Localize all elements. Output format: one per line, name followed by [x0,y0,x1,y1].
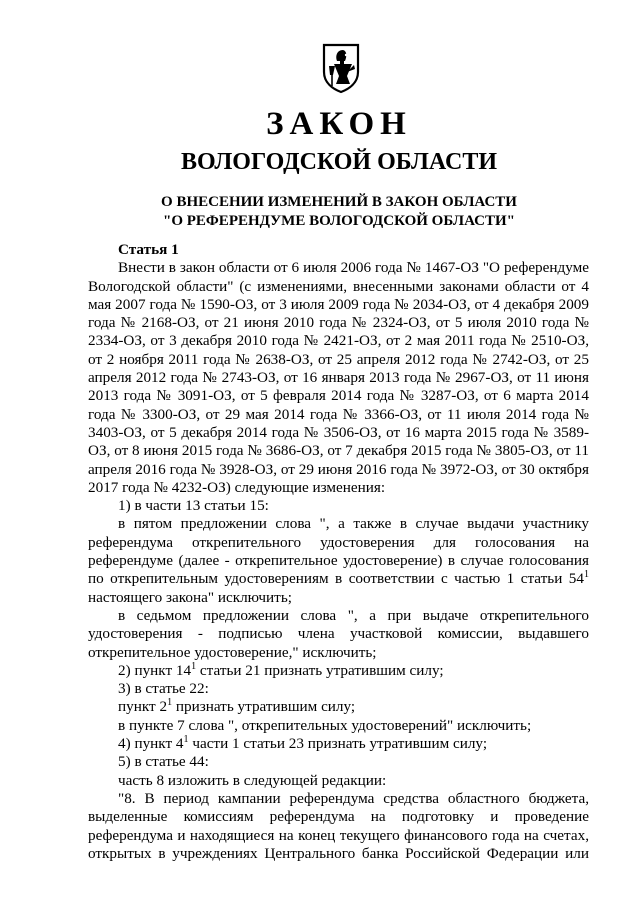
subtitle-line-2: "О РЕФЕРЕНДУМЕ ВОЛОГОДСКОЙ ОБЛАСТИ" [163,213,515,229]
region-title: ВОЛОГОДСКОЙ ОБЛАСТИ [180,149,498,175]
list-item-1-text-b: в седьмом предложении слова ", а при выдаче открепительного удостоверения - подписью члена участковой комиссии, выдавшего открепительное удостоверение," исключить; [88,606,589,661]
list-item-5-quote: "8. В период кампании референдума средства областного бюджета, выделенные комиссиям референдума на подготовку и проведение референдума и находящиеся на конец текущего финансового года на счетах, открытых в учреждениях Центрального банка Российской Федерации или [88,789,589,862]
list-item-5-text-a: часть 8 изложить в следующей редакции: [118,771,387,789]
list-item-2: 2) пункт $14^1$ статьи 21 признать утратившим силу; [118,660,444,679]
list-item-5: 5) в статье 44: [118,753,209,771]
article-intro-paragraph: Внести в закон области от 6 июля 2006 года № 1467-ОЗ "О референдуме Вологодской области" (с изменениями, внесенными законами области от 4 мая 2007 года № 1590-ОЗ, от 3 июля 2009 года № 2034-ОЗ, от 4 декабря 2009 года № 2168-ОЗ, от 21 июня 2010 года № 2324-ОЗ, от 5 июля 2010 года № 2334-ОЗ, от 3 декабря 2010 года № 2421-ОЗ, от 2 мая 2011 года № 2510-ОЗ, от 2 ноября 2011 года № 2638-ОЗ, от 25 апреля 2012 года № 2742-ОЗ, от 25 апреля 2012 года № 2743-ОЗ, от 16 января 2013 года № 2967-ОЗ, от 11 июня 2013 года № 3091-ОЗ, от 5 февраля 2014 года № 3287-ОЗ, от 6 марта 2014 года № 3300-ОЗ, от 29 мая 2014 года № 3366-ОЗ, от 11 июля 2014 года № 3403-ОЗ, от 5 декабря 2014 года № 3506-ОЗ, от 16 марта 2015 года № 3589-ОЗ, от 8 июня 2015 года № 3686-ОЗ, от 7 декабря 2015 года № 3805-ОЗ, от 11 апреля 2016 года № 3928-ОЗ, от 29 июня 2016 года № 3972-ОЗ, от 30 октября 2017 года № 4232-ОЗ) следующие изменения: [88,259,589,496]
list-item-3-text-a: пункт $2^1$ признать утратившим силу; [118,697,356,716]
list-item-1-text-a: в пятом предложении слова ", а также в случае выдачи участнику референдума открепительного удостоверения для голосования на референдуме (далее - открепительное удостоверение) в случае голосования по открепительным удостоверениям в соответствии с частью 1 статьи $54^1$ настоящего закона" исключить; [88,515,589,606]
list-item-3-text-b: в пункте 7 слова ", открепительных удостоверений" исключить; [118,716,532,734]
list-item-1: 1) в части 13 статьи 15: [118,497,269,515]
article-heading: Статья 1 [118,241,179,258]
document-title: ЗАКОН [266,106,412,142]
list-item-3: 3) в статье 22: [118,680,209,698]
vologda-coat-of-arms-icon [321,42,361,94]
subtitle-line-1: О ВНЕСЕНИИ ИЗМЕНЕНИЙ В ЗАКОН ОБЛАСТИ [161,194,517,210]
article-body [88,241,589,863]
list-item-4: 4) пункт $4^1$ части 1 статьи 23 признать утратившим силу; [118,733,488,753]
document-subtitle [0,193,640,231]
